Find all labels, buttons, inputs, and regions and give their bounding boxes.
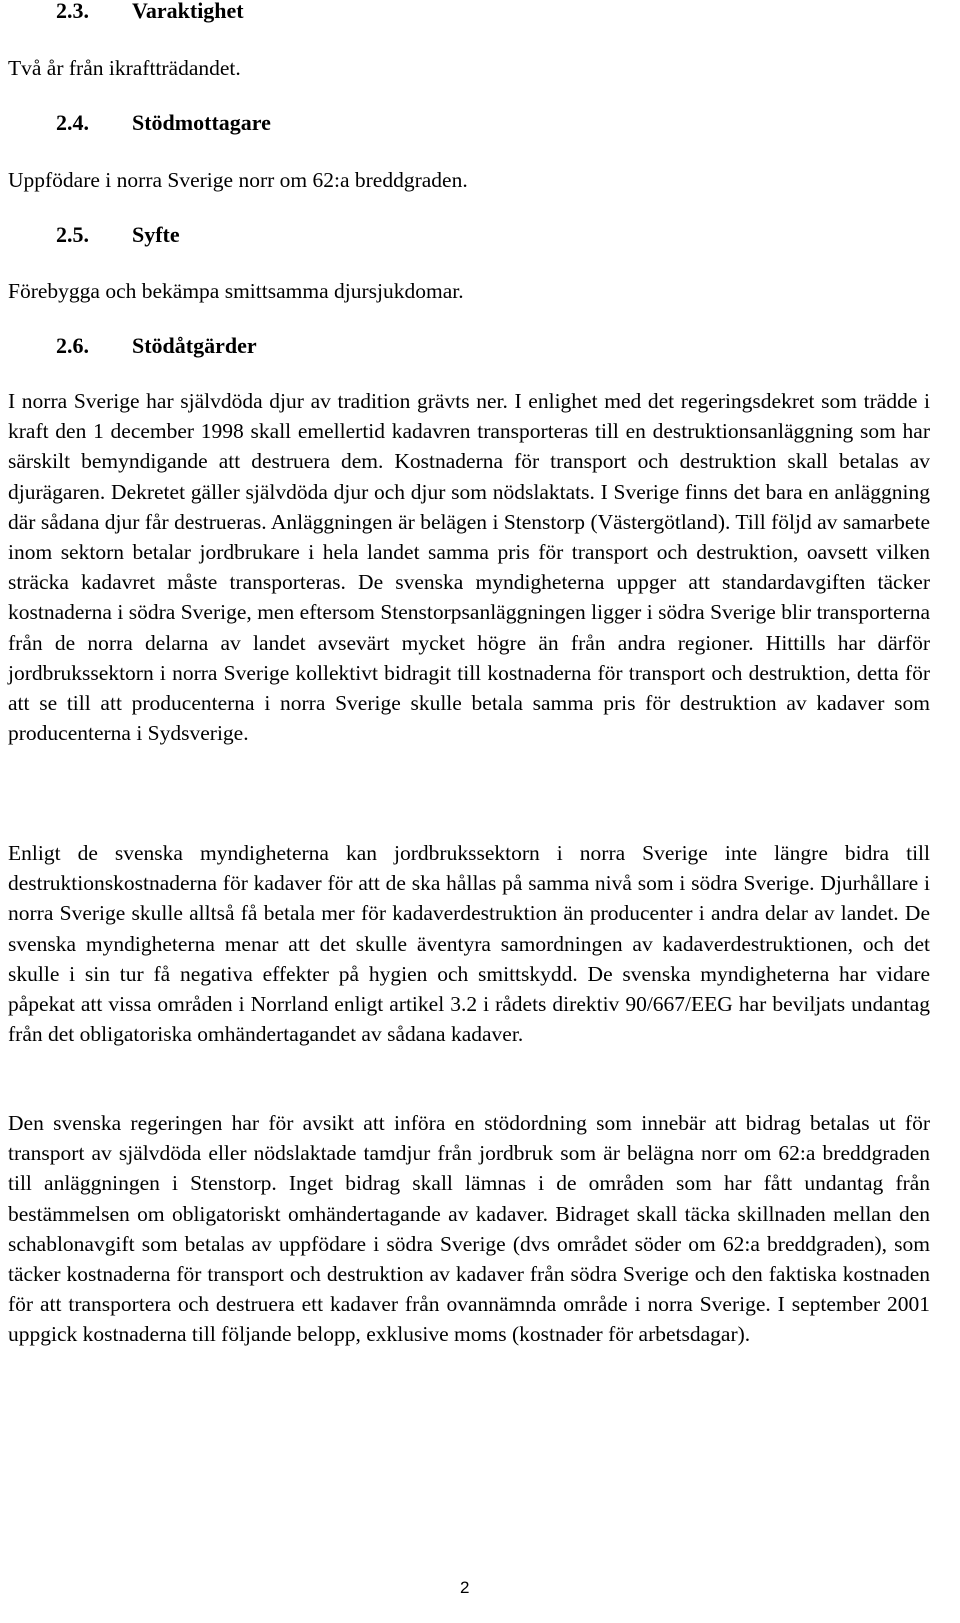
section-heading <box>8 0 244 24</box>
body-paragraph: Den svenska regeringen har för avsikt att införa en stödordning som innebär att bidrag betalas ut för transport av självdöda eller nödslaktade tamdjur från jordbruk som är belägna norr om 62:a breddgraden till anläggningen i Stenstorp. Inget bidrag skall lämnas i de områden som har fått undantag från bestämmelsen om obligatoriskt omhändertagande av kadaver. Bidraget skall täcka skillnaden mellan den schablonavgift som betalas av uppfödare i södra Sverige (dvs området söder om 62:a breddgraden), som täcker kostnaderna för transport och destruktion av kadaver från södra Sverige och den faktiska kostnaden för att transportera och destruera ett kadaver från ovannämnda område i norra Sverige. I september 2001 uppgick kostnaderna till följande belopp, exklusive moms (kostnader för arbetsdagar). <box>8 1111 930 1347</box>
section-text: Förebygga och bekämpa smittsamma djursjukdomar. <box>8 279 464 303</box>
page-number: 2 <box>460 1578 470 1597</box>
section-number: 2.4. <box>56 110 89 135</box>
body-paragraph: I norra Sverige har självdöda djur av tradition grävts ner. I enlighet med det regeringsdekret som trädde i kraft den 1 december 1998 skall emellertid kadavren transporteras till en destruktionsanläggning som har särskilt bemyndigande att destruera dem. Kostnaderna för transport och destruktion skall betalas av djurägaren. Dekretet gäller självdöda djur och djur som nödslaktats. I Sverige finns det bara en anläggning där sådana djur får destrueras. Anläggningen är belägen i Stenstorp (Västergötland). Till följd av samarbete inom sektorn betalar jordbrukare i hela landet samma pris för transport och destruktion, oavsett vilken sträcka kadavret måste transporteras. De svenska myndigheterna uppger att standardavgiften täcker kostnaderna i södra Sverige, men eftersom Stenstorpsanläggningen ligger i södra Sverige blir transporterna från de norra delarna av landet avsevärt mycket högre än från andra regioner. Hittills har därför jordbrukssektorn i norra Sverige kollektivt bidragit till kostnaderna för transport och destruktion, detta för att se till att producenterna i norra Sverige skulle betala samma pris för destruktion av kadaver som producenterna i Sydsverige. <box>8 389 930 746</box>
section-heading <box>8 333 257 359</box>
section-text: Uppfödare i norra Sverige norr om 62:a breddgraden. <box>8 168 468 192</box>
section-title: Syfte <box>132 222 180 247</box>
section-heading <box>8 222 180 248</box>
section-heading <box>8 110 271 136</box>
section-number: 2.3. <box>56 0 89 23</box>
section-title: Varaktighet <box>132 0 244 23</box>
section-title: Stödmottagare <box>132 110 271 135</box>
section-title: Stödåtgärder <box>132 333 257 358</box>
section-text: Två år från ikraftträdandet. <box>8 56 241 80</box>
section-number: 2.6. <box>56 333 89 358</box>
body-paragraph: Enligt de svenska myndigheterna kan jordbrukssektorn i norra Sverige inte längre bidra till destruktionskostnaderna för kadaver för att de ska hållas på samma nivå som i södra Sverige. Djurhållare i norra Sverige skulle alltså få betala mer för kadaverdestruktion än producenter i andra delar av landet. De svenska myndigheterna menar att det skulle äventyra samordningen av kadaverdestruktionen, och det skulle i sin tur få negativa effekter på hygien och smittskydd. De svenska myndigheterna har vidare påpekat att vissa områden i Norrland enligt artikel 3.2 i rådets direktiv 90/667/EEG har beviljats undantag från det obligatoriska omhändertagandet av sådana kadaver. <box>8 841 930 1047</box>
section-number: 2.5. <box>56 222 89 247</box>
